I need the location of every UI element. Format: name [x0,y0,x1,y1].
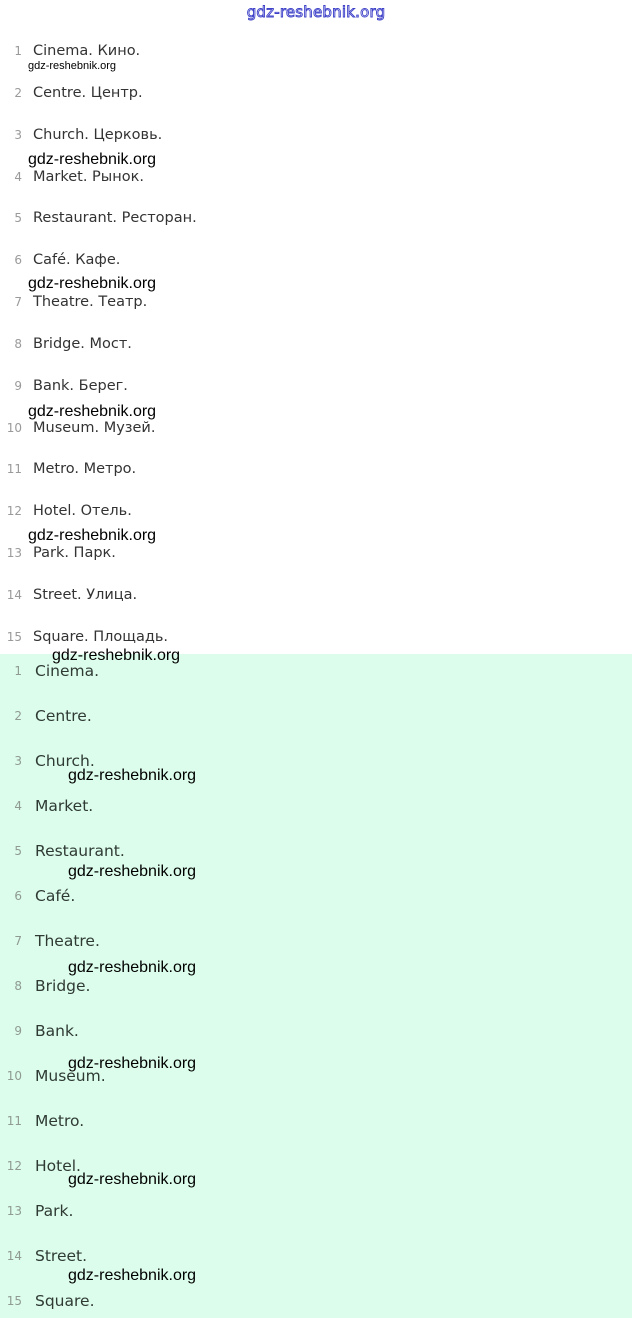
item-text: Street. [35,1247,88,1265]
item-text: Metro. Метро. [33,461,137,477]
line-number: 3 [14,128,22,142]
watermark: gdz-reshebnik.org [28,527,157,544]
line-number: 11 [6,462,22,476]
item-text: Cinema. [35,662,100,680]
item-text: Street. Улица. [33,587,138,603]
line-number: 14 [6,588,22,602]
line-number: 8 [14,337,22,351]
item-text: Café. [35,887,76,905]
watermark: gdz-reshebnik.org [28,403,157,420]
line-number: 13 [6,1204,22,1218]
watermark: gdz-reshebnik.org [52,647,181,664]
item-text: Hotel. [35,1157,81,1175]
line-number: 9 [14,379,22,393]
item-text: Metro. [35,1112,85,1130]
line-number: 12 [6,1159,22,1173]
line-number: 6 [14,253,22,267]
site-header-link[interactable]: gdz-reshebnik.org [246,3,386,21]
line-number: 12 [6,504,22,518]
item-text: Market. Рынок. [33,169,144,185]
line-number: 10 [6,421,22,435]
line-number: 5 [14,844,22,858]
item-text: Cinema. Кино. [33,43,141,59]
watermark: gdz-reshebnik.org [68,863,197,880]
line-number: 15 [6,1294,22,1308]
item-text: Museum. [35,1067,106,1085]
item-text: Bridge. [35,977,91,995]
line-number: 10 [6,1069,22,1083]
item-text: Café. Кафе. [33,252,121,268]
item-text: Theatre. [35,932,100,950]
item-text: Theatre. Театр. [33,294,148,310]
item-text: Hotel. Отель. [33,503,132,519]
line-number: 5 [14,211,22,225]
line-number: 2 [14,709,22,723]
line-number: 7 [14,295,22,309]
item-text: Church. [35,752,95,770]
watermark: gdz-reshebnik.org [68,1171,197,1188]
item-text: Bank. [35,1022,79,1040]
watermark: gdz-reshebnik.org [68,1055,197,1072]
line-number: 11 [6,1114,22,1128]
item-text: Square. Площадь. [33,629,169,645]
watermark: gdz-reshebnik.org [28,151,157,168]
line-number: 15 [6,630,22,644]
item-text: Church. Церковь. [33,127,163,143]
item-text: Centre. Центр. [33,85,143,101]
item-text: Museum. Музей. [33,420,156,436]
item-text: Bridge. Мост. [33,336,132,352]
watermark: gdz-reshebnik.org [68,959,197,976]
line-number: 8 [14,979,22,993]
watermark: gdz-reshebnik.org [28,275,157,292]
line-number: 6 [14,889,22,903]
line-number: 4 [14,170,22,184]
line-number: 14 [6,1249,22,1263]
word-list [0,654,632,1318]
line-number: 7 [14,934,22,948]
line-number: 1 [14,664,22,678]
line-number: 3 [14,754,22,768]
watermark: gdz-reshebnik.org [68,1267,197,1284]
watermark: gdz-reshebnik.org [68,767,197,784]
item-text: Bank. Берег. [33,378,128,394]
item-text: Centre. [35,707,92,725]
line-number: 1 [14,44,22,58]
watermark: gdz-reshebnik.org [28,60,117,72]
item-text: Restaurant. Ресторан. [33,210,197,226]
item-text: Square. [35,1292,95,1310]
line-number: 4 [14,799,22,813]
line-number: 2 [14,86,22,100]
translation-list [0,28,632,654]
line-number: 9 [14,1024,22,1038]
item-text: Park. Парк. [33,545,116,561]
line-number: 13 [6,546,22,560]
item-text: Restaurant. [35,842,125,860]
item-text: Market. [35,797,94,815]
item-text: Park. [35,1202,74,1220]
